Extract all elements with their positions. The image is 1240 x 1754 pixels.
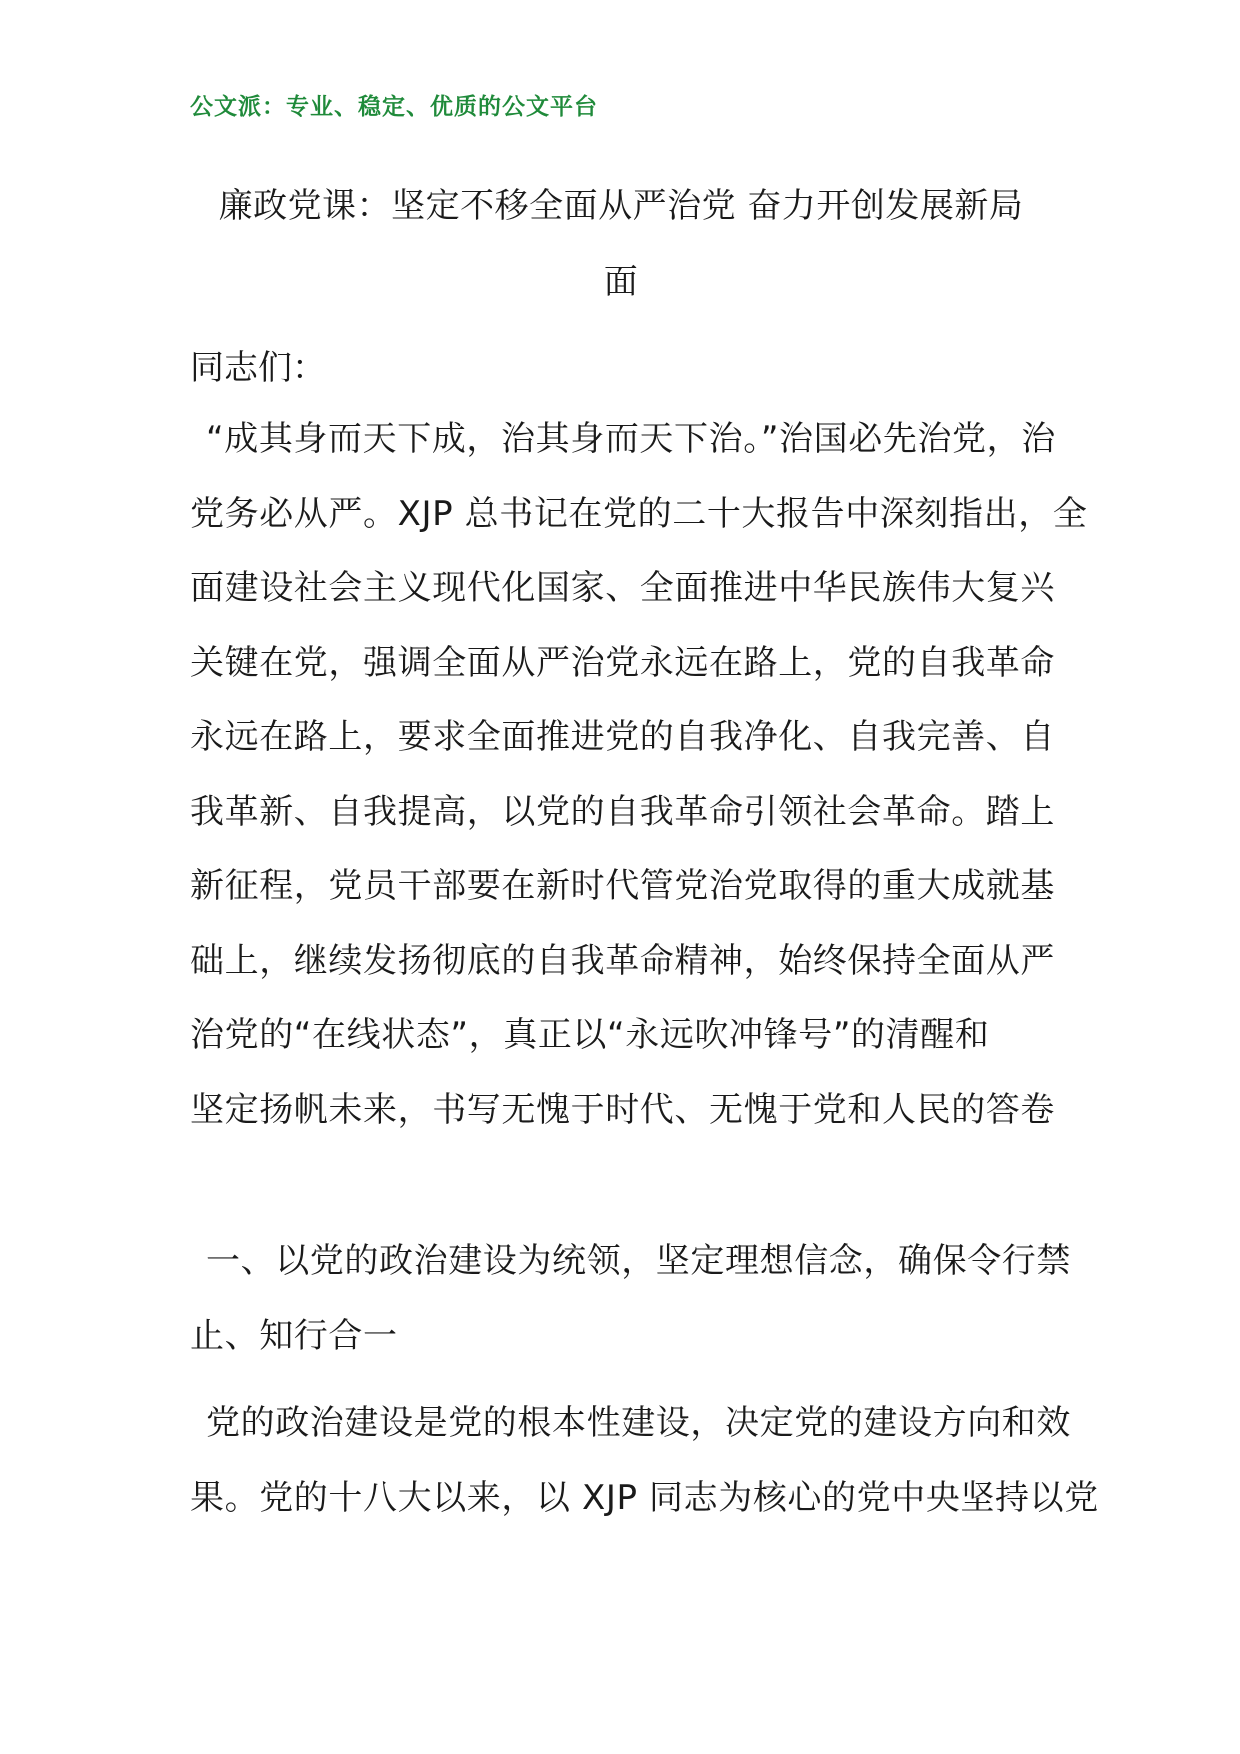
section-1-heading xyxy=(190,1224,1071,1373)
paragraph-line: “成其身而天下成，治其身而天下治。”治国必先治党，治 xyxy=(206,419,1056,459)
paragraph-line: 新征程，党员干部要在新时代管党治党取得的重大成就基 xyxy=(190,866,1055,906)
paragraph-line: 治党的“在线状态”，真正以“永远吹冲锋号”的清醒和 xyxy=(190,1015,990,1055)
heading-line: 止、知行合一 xyxy=(190,1315,398,1356)
paragraph-line: 党务必从严。XJP 总书记在党的二十大报告中深刻指出，全 xyxy=(190,493,1088,534)
paragraph-line: 础上，继续发扬彻底的自我革命精神，始终保持全面从严 xyxy=(190,940,1055,981)
paragraph-line: 坚定扬帆未来，书写无愧于时代、无愧于党和人民的答卷 xyxy=(190,1089,1055,1130)
heading-line: 一、以党的政治建设为统领，坚定理想信念，确保令行禁 xyxy=(206,1241,1071,1281)
salutation: 同志们： xyxy=(190,348,326,388)
paragraph-line: 党的政治建设是党的根本性建设，决定党的建设方向和效 xyxy=(206,1403,1071,1443)
paragraph-1 xyxy=(190,402,1088,1147)
title-line-1: 廉政党课：坚定不移全面从严治党 奋力开创发展新局 xyxy=(218,186,1024,226)
paragraph-line: 面建设社会主义现代化国家、全面推进中华民族伟大复兴 xyxy=(190,568,1055,608)
paragraph-line: 果。党的十八大以来，以 XJP 同志为核心的党中央坚持以党 xyxy=(190,1477,1099,1518)
paragraph-line: 我革新、自我提高，以党的自我革命引领社会革命。踏上 xyxy=(190,791,1055,832)
paragraph-line: 永远在路上，要求全面推进党的自我净化、自我完善、自 xyxy=(190,717,1055,757)
paragraph-line: 关键在党，强调全面从严治党永远在路上，党的自我革命 xyxy=(190,642,1055,683)
title-line-2: 面 xyxy=(603,262,639,302)
header-note: 公文派：专业、稳定、优质的公文平台 xyxy=(190,94,598,120)
paragraph-2 xyxy=(190,1386,1099,1535)
document-title xyxy=(190,168,1052,320)
